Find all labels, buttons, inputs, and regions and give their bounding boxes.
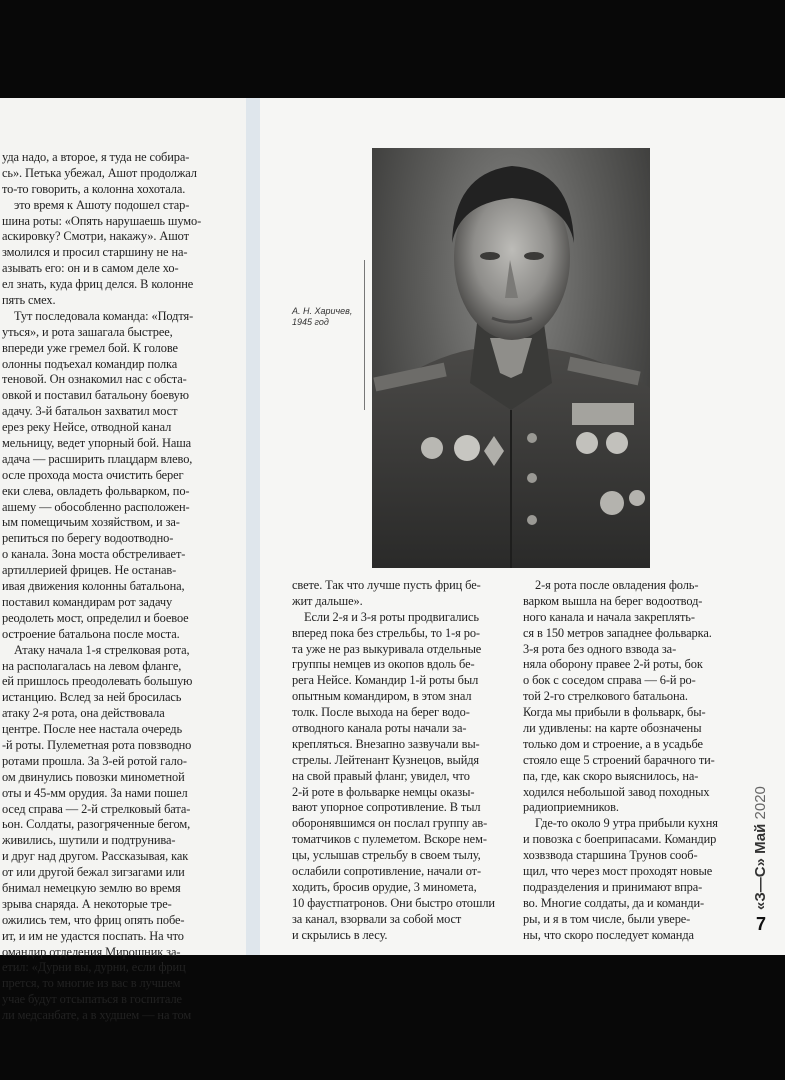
- text-line: 3-я рота без одного взвода за-: [523, 641, 677, 656]
- text-line: то-то говорить, а колонна хохотала.: [2, 181, 186, 196]
- text-line: ходить, бросив орудие, 3 миномета,: [292, 879, 477, 894]
- text-line: томатчиков с пулеметом. Вскоре нем-: [292, 832, 487, 847]
- text-line: учае будут отсыпаться в госпитале: [2, 992, 182, 1007]
- text-line: рега Нейсе. Командир 1-й роты был: [292, 673, 479, 688]
- magazine-name: «З—С»: [752, 858, 769, 910]
- text-line: Тут последовала команда: «Подтя-: [14, 308, 194, 323]
- text-line: 10 фаустпатронов. Они быстро отошли: [292, 895, 495, 910]
- text-line: зрыва снаряда. А некоторые тре-: [2, 896, 172, 911]
- text-line: истанцию. Вслед за ней бросилась: [2, 690, 182, 705]
- text-line: и друг над другом. Рассказывая, как: [2, 849, 189, 864]
- text-line: оборонявшимся он послал группу ав-: [292, 816, 488, 831]
- right-text-column: [523, 578, 743, 943]
- text-line: за канал, взорвали за собой мост: [292, 911, 462, 926]
- left-page-text-column: [2, 150, 240, 1024]
- caption-name: А. Н. Харичев,: [292, 306, 353, 316]
- text-line: о канала. Зона моста обстреливает-: [2, 547, 186, 562]
- text-line: шина роты: «Опять нарушаешь шумо-: [2, 213, 202, 228]
- text-line: ым помещичьим хозяйством, и за-: [2, 515, 180, 530]
- text-line: жит дальше».: [292, 593, 363, 608]
- text-line: ротами прошла. За 3-ей ротой гало-: [2, 753, 187, 768]
- text-line: стояло еще 5 строений барачного ти-: [523, 752, 715, 767]
- text-line: хозвзвода старшина Трунов сооб-: [523, 848, 698, 863]
- photo-caption: [292, 306, 372, 328]
- text-line: ерез реку Нейсе, отводной канал: [2, 420, 172, 435]
- text-line: крепляться. Внезапно зазвучали вы-: [292, 736, 480, 751]
- page-number: 7: [756, 914, 767, 934]
- text-line: сь». Петька убежал, Ашот продолжал: [2, 165, 197, 180]
- issue-year: 2020: [752, 786, 769, 820]
- text-line: осед справа — 2-й стрелковый бата-: [2, 801, 191, 816]
- text-line: Атаку начала 1-я стрелковая рота,: [14, 642, 190, 657]
- text-line: ли медсанбате, а в худшем — на том: [2, 1008, 192, 1023]
- caption-year: 1945 год: [292, 317, 329, 327]
- text-line: ны, что скоро последует команда: [523, 927, 694, 942]
- text-line: на располагалась на левом фланге,: [2, 658, 182, 673]
- text-line: ьон. Солдаты, разогряченные бегом,: [2, 817, 191, 832]
- text-line: прется, то многие из вас в лучшем: [2, 976, 181, 991]
- text-line: бнимал немецкую землю во время: [2, 880, 181, 895]
- text-line: отводного канала роты начали за-: [292, 721, 467, 736]
- text-line: еки слева, овладеть фольварком, по-: [2, 483, 190, 498]
- text-line: поставил командирам рот задачу: [2, 594, 173, 609]
- text-line: реодолеть мост, определил и боевое: [2, 610, 189, 625]
- text-line: о бок с соседом справа — 6-й ро-: [523, 673, 696, 688]
- text-line: -й роты. Пулеметная рота повзводно: [2, 737, 192, 752]
- text-line: цы, услышав стрельбу в своем тылу,: [292, 848, 481, 863]
- text-line: олонны подъехал командир полка: [2, 356, 178, 371]
- text-line: ивая движения колонны батальона,: [2, 579, 185, 594]
- page-gutter: [246, 98, 260, 955]
- text-line: это время к Ашоту подошел стар-: [14, 197, 190, 212]
- text-line: и повозка с боеприпасами. Командир: [523, 832, 717, 847]
- text-line: подразделения и принимают впра-: [523, 879, 703, 894]
- issue-month: Май: [752, 823, 769, 854]
- text-line: пять смех.: [2, 293, 56, 308]
- text-line: той 2-го стрелкового батальона.: [523, 689, 688, 704]
- text-line: мельницу, ведет упорный бой. Наша: [2, 436, 192, 451]
- text-line: ашему — обособленно расположен-: [2, 499, 190, 514]
- text-line: осле прохода моста очистить берег: [2, 467, 184, 482]
- text-line: щил, что через мост проходят новые: [523, 864, 713, 879]
- text-line: ом двинулись повозки минометной: [2, 769, 185, 784]
- text-line: овкой и поставил батальону боевую: [2, 388, 189, 403]
- text-line: теновой. Он ознакомил нас с обста-: [2, 372, 187, 387]
- portrait-photo: [372, 148, 650, 568]
- text-line: омандир отделения Мирошник за-: [2, 944, 181, 959]
- text-line: свете. Так что лучше пусть фриц бе-: [292, 578, 481, 592]
- text-line: ей пришлось преодолевать большую: [2, 674, 193, 689]
- folio: [748, 770, 778, 920]
- text-line: во. Многие солдаты, да и команди-: [523, 895, 705, 910]
- text-line: ся в 150 метров западнее фольварка.: [523, 625, 712, 640]
- text-line: радиоприемников.: [523, 800, 619, 815]
- text-line: Когда мы прибыли в фольварк, бы-: [523, 705, 706, 720]
- text-line: адача — расширить плацдарм влево,: [2, 451, 193, 466]
- text-line: опытным командиром, в этом знал: [292, 689, 472, 704]
- text-line: вают упорное сопротивление. В тыл: [292, 800, 481, 815]
- text-line: остроение батальона после моста.: [2, 626, 180, 641]
- text-line: впереди уже гремел бой. К голове: [2, 340, 178, 355]
- text-line: няла оборону правее 2-й роты, бок: [523, 657, 703, 672]
- text-line: центре. После нее настала очередь: [2, 722, 183, 737]
- text-line: живились, шутили и подтрунива-: [2, 833, 176, 848]
- portrait-illustration: [372, 148, 650, 568]
- text-line: только дом и строение, а в усадьбе: [523, 736, 703, 751]
- text-line: уться», и рота зашагала быстрее,: [2, 324, 173, 339]
- text-line: от или другой бежал зигзагами или: [2, 865, 185, 880]
- text-line: аскировку? Смотри, накажу». Ашот: [2, 229, 189, 244]
- middle-text-column: [292, 578, 502, 943]
- text-line: ел знать, куда фриц делся. В колонне: [2, 277, 194, 292]
- text-line: репиться по берегу водоотводно-: [2, 531, 174, 546]
- text-line: ожились тем, что фриц опять побе-: [2, 912, 185, 927]
- text-line: артиллерией фрицев. Не останав-: [2, 563, 177, 578]
- text-line: ного канала и начала закреплять-: [523, 609, 695, 624]
- text-line: атаку 2-я рота, она действовала: [2, 706, 165, 721]
- text-line: етил: «Дурни вы, дурни, если фриц: [2, 960, 186, 975]
- caption-rule: [364, 260, 365, 410]
- text-line: уда надо, а второе, я туда не собира-: [2, 150, 190, 164]
- text-line: ли удивлены: на карте обозначены: [523, 721, 702, 736]
- text-line: толк. После выхода на берег водо-: [292, 705, 470, 720]
- text-line: Если 2-я и 3-я роты продвигались: [304, 609, 479, 624]
- text-line: и скрылись в лесу.: [292, 927, 388, 942]
- text-line: вперед пока без стрельбы, то 1-я ро-: [292, 625, 480, 640]
- text-line: 2-я рота после овладения фоль-: [535, 578, 699, 592]
- text-line: па, где, как скоро выяснилось, на-: [523, 768, 699, 783]
- text-line: ослабили сопротивление, начали от-: [292, 864, 482, 879]
- text-line: та уже не раз выкуривала отдельные: [292, 641, 482, 656]
- text-line: стрелы. Лейтенант Кузнецов, выйдя: [292, 752, 480, 767]
- scan-background-top: [0, 0, 785, 98]
- text-line: ит, и им не удастся поспать. На что: [2, 928, 184, 943]
- text-line: адачу. 3-й батальон захватил мост: [2, 404, 178, 419]
- text-line: ходился небольшой завод походных: [523, 784, 710, 799]
- text-line: Где-то около 9 утра прибыли кухня: [535, 816, 718, 831]
- text-line: варком вышла на берег водоотвод-: [523, 593, 703, 608]
- text-line: группы немцев из окопов вдоль бе-: [292, 657, 475, 672]
- text-line: на свой правый фланг, увидел, что: [292, 768, 470, 783]
- text-line: азывать его: он и в самом деле хо-: [2, 261, 179, 276]
- text-line: ры, и я в том числе, были увере-: [523, 911, 691, 926]
- text-line: змолился и просил старшину не на-: [2, 245, 188, 260]
- text-line: оты и 45-мм орудия. За нами пошел: [2, 785, 188, 800]
- text-line: 2-й роте в фольварке немцы оказы-: [292, 784, 475, 799]
